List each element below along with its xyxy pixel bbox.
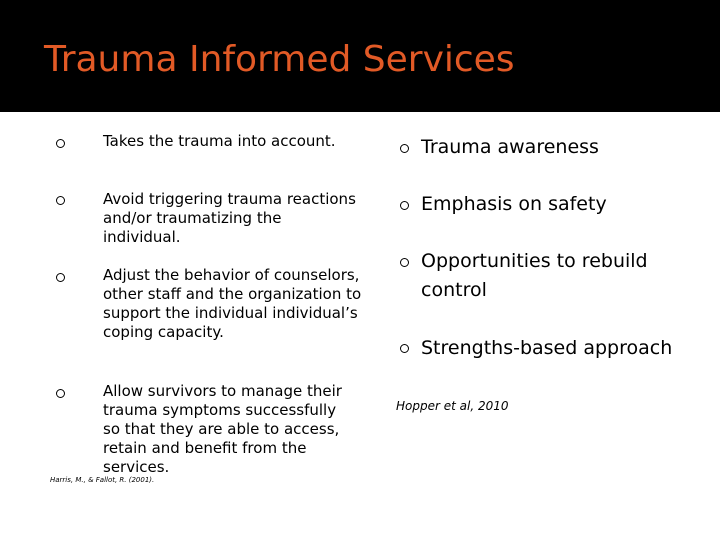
right-citation: Hopper et al, 2010 — [396, 399, 509, 413]
bullet-circle-icon — [400, 144, 409, 153]
bullet-circle-icon — [56, 273, 65, 282]
bullet-circle-icon — [56, 389, 65, 398]
slide-title: Trauma Informed Services — [44, 39, 515, 80]
left-point: Allow survivors to manage their trauma symptoms successfully so that they are able to access, retain and benefit from the services. — [103, 382, 342, 476]
left-point: Takes the trauma into account. — [103, 132, 336, 150]
bullet-circle-icon — [56, 196, 65, 205]
bullet-circle-icon — [400, 258, 409, 267]
right-point: Trauma awareness — [421, 136, 599, 158]
right-point: Opportunities to rebuild control — [421, 250, 648, 301]
bullet-circle-icon — [56, 139, 65, 148]
right-point: Emphasis on safety — [421, 193, 607, 215]
right-point: Strengths-based approach — [421, 337, 673, 359]
bullet-circle-icon — [400, 344, 409, 353]
left-citation: Harris, M., & Fallot, R. (2001). — [50, 476, 155, 484]
bullet-circle-icon — [400, 201, 409, 210]
left-point: Avoid triggering trauma reactions and/or traumatizing the individual. — [103, 190, 356, 246]
left-point: Adjust the behavior of counselors, other staff and the organization to support the individual individual’s coping capacity. — [103, 266, 362, 341]
